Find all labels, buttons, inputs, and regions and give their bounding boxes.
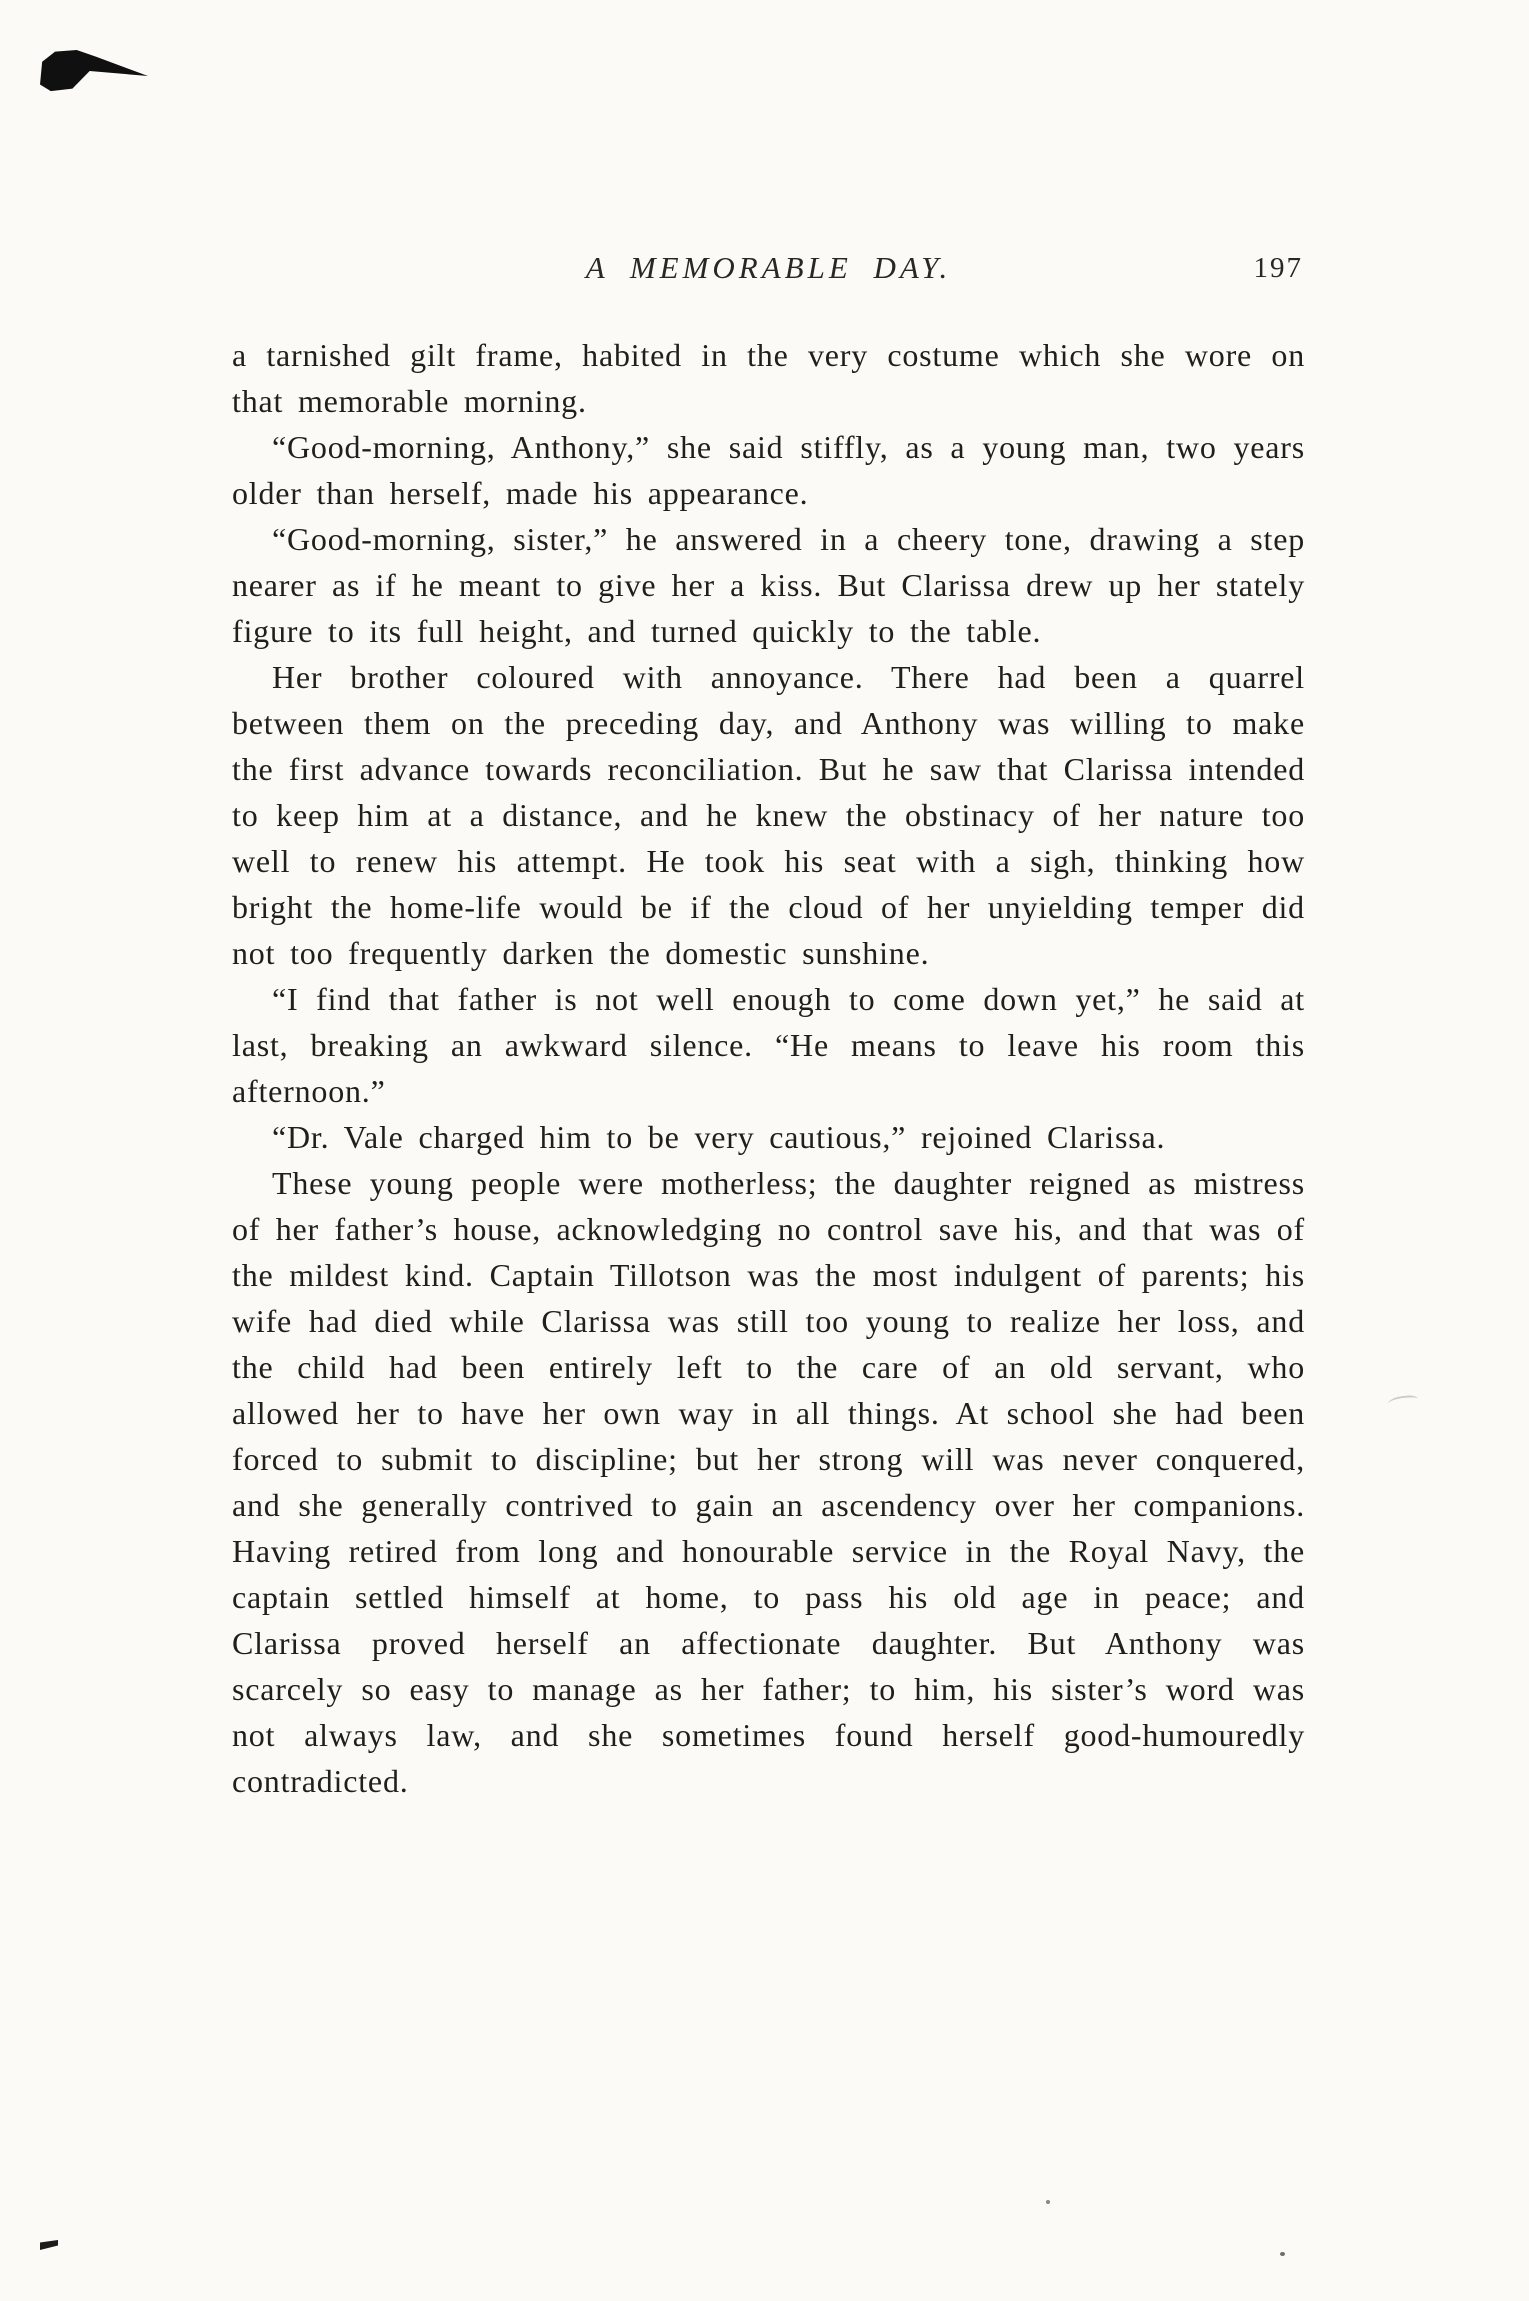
running-title: A MEMORABLE DAY. <box>585 250 952 285</box>
paragraph: Her brother coloured with annoyance. There had been a quarrel between them on the preceding day, and Anthony was willing to make the first advance towards reconciliation. But he saw that Clarissa intended to keep him at a distance, and he knew the obstinacy of her nature too well to renew his attempt. He took his seat with a sigh, thinking how bright the home-life would be if the cloud of her unyielding temper did not too frequently darken the domestic sunshine. <box>232 659 1305 971</box>
paragraph: “Good-morning, Anthony,” she said stiffly, as a young man, two years older than herself, made his appearance. <box>232 429 1305 511</box>
body-text <box>232 332 1305 1804</box>
paragraph-continuation: a tarnished gilt frame, habited in the very costume which she wore on that memorable morning. <box>232 337 1305 419</box>
page-header <box>232 250 1305 292</box>
ink-tick-artifact <box>40 2240 58 2250</box>
scan-squiggle-artifact <box>1387 1394 1418 1409</box>
paragraph: “Good-morning, sister,” he answered in a cheery tone, drawing a step nearer as if he meant to give her a kiss. But Clarissa drew up her stately figure to its full height, and turned quickly to the table. <box>232 521 1305 649</box>
paragraph: These young people were motherless; the daughter reigned as mistress of her father’s house, acknowledging no control save his, and that was of the mildest kind. Captain Tillotson was the most indulgent of parents; his wife had died while Clarissa was still too young to realize her loss, and the child had been entirely left to the care of an old servant, who allowed her to have her own way in all things. At school she had been forced to submit to discipline; but her strong will was never conquered, and she generally contrived to gain an ascendency over her companions. Having retired from long and honourable service in the Royal Navy, the captain settled himself at home, to pass his old age in peace; and Clarissa proved herself an affectionate daughter. But Anthony was scarcely so easy to manage as her father; to him, his sister’s word was not always law, and she sometimes found herself good-humouredly contradicted. <box>232 1165 1305 1799</box>
page-number: 197 <box>1253 252 1303 284</box>
paragraph: “I find that father is not well enough to come down yet,” he said at last, breaking an awkward silence. “He means to leave his room this afternoon.” <box>232 981 1305 1109</box>
text-column <box>232 250 1305 1804</box>
scan-dot-artifact <box>1046 2200 1050 2204</box>
paragraph: “Dr. Vale charged him to be very cautious,” rejoined Clarissa. <box>272 1119 1166 1155</box>
ink-smudge-artifact <box>40 50 148 92</box>
scan-dot-artifact <box>1280 2252 1285 2256</box>
